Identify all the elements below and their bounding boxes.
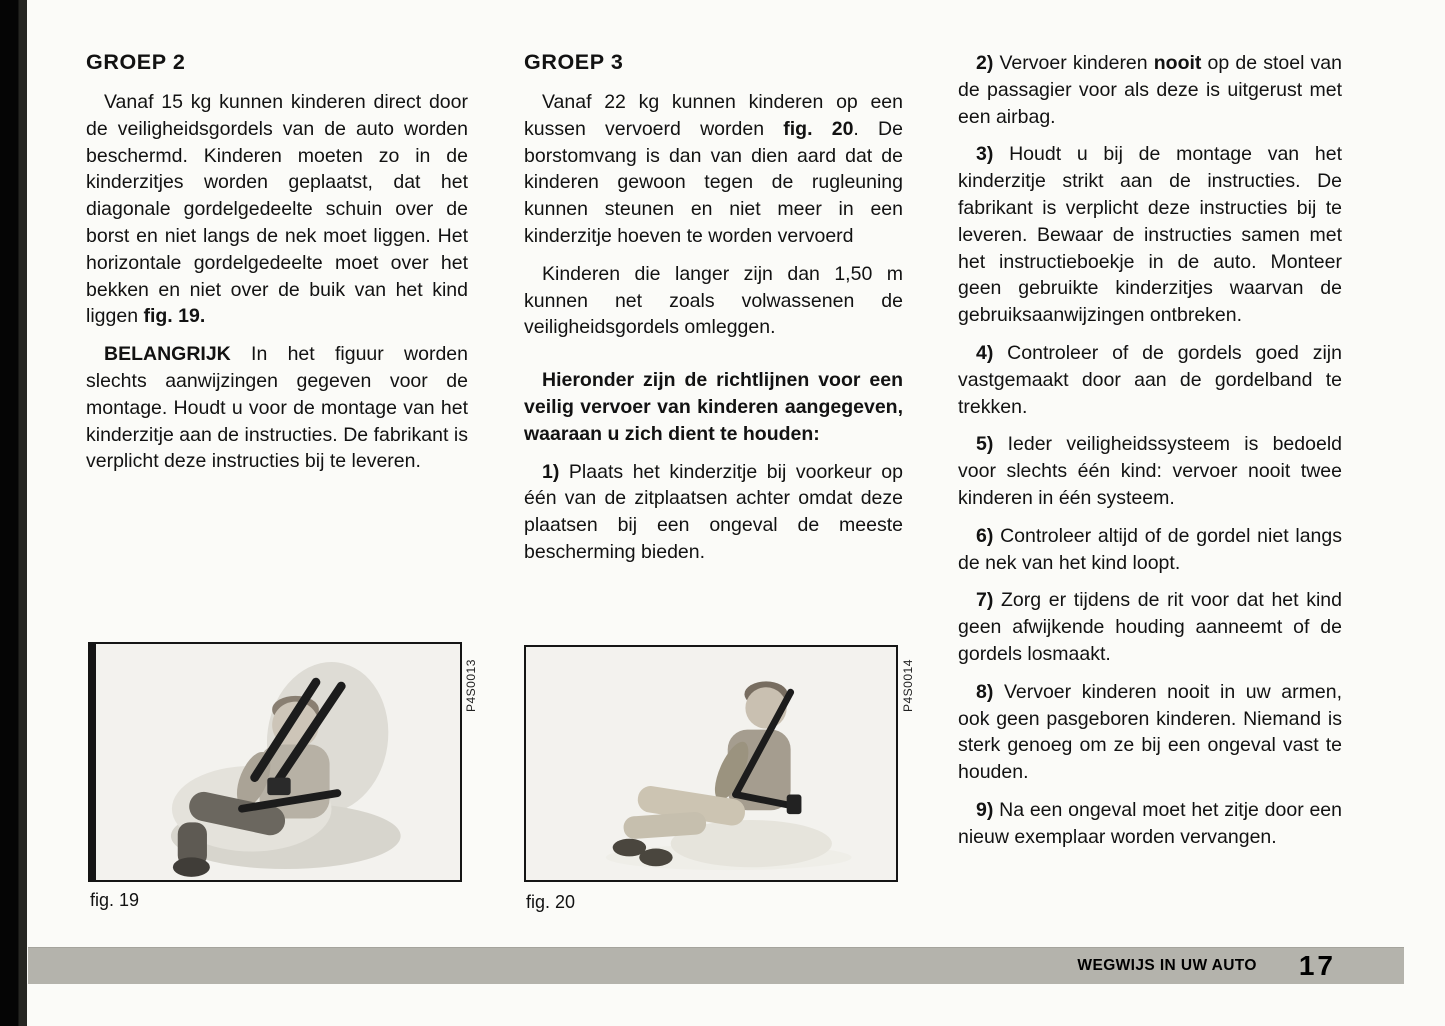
- figure-19: [88, 642, 462, 882]
- paragraph-text: Vanaf 15 kg kunnen kinderen direct door de veiligheidsgordels van de auto worden beschermd. Kinderen moeten zo in de kinderzitjes worden geplaatst, dat het diagonale gordelgedeelte schuin over de borst en niet langs de nek moet liggen. Het horizontale gordelgedeelte moet over het bekken en niet over de buik van het kind liggen: [86, 91, 468, 328]
- figure-20-code: P4S0014: [901, 659, 915, 712]
- figure-20-caption: fig. 20: [526, 892, 576, 912]
- item-text: op de stoel van de passagier voor als deze is uitgerust met een airbag.: [958, 52, 1342, 128]
- paragraph-groep2-intro: [86, 89, 468, 330]
- item-number: 5): [976, 433, 994, 456]
- figure-reference: fig. 19.: [143, 305, 206, 328]
- item-bold-word: nooit: [1153, 52, 1202, 74]
- paragraph-richtlijnen-intro: Hieronder zijn de richtlijnen voor een veilig vervoer van kinderen aangegeven, waaraan u zich dient te houden:: [524, 369, 903, 445]
- paragraph-text: Vanaf 22 kg kunnen kinderen op een kussen vervoerd worden: [524, 91, 903, 140]
- page-number: 17: [1298, 950, 1336, 981]
- child-seat-photo: [96, 644, 460, 880]
- item-number: 9): [976, 798, 994, 821]
- footer-bar: [28, 947, 1404, 984]
- item-text: Na een ongeval moet het zitje door een nieuw exemplaar worden vervangen.: [958, 798, 1342, 848]
- column-groep-2: [86, 50, 468, 486]
- numbered-item-8: [958, 679, 1342, 786]
- item-text: Controleer of de gordels goed zijn vastgemaakt door aan de gordelband te trekken.: [958, 341, 1342, 418]
- item-text: Vervoer kinderen nooit in uw armen, ook geen pasgeboren kinderen. Niemand is sterk genoeg om ze bij een ongeval vast te houden.: [958, 680, 1342, 784]
- item-number: 7): [976, 589, 994, 612]
- column-richtlijnen: [958, 50, 1342, 862]
- figure-19-caption: fig. 19: [90, 890, 140, 910]
- item-number: 1): [542, 460, 560, 483]
- item-text: Plaats het kinderzitje bij voorkeur op één van de zitplaatsen achter omdat deze plaatsen bij een ongeval de meeste bescherming bieden.: [524, 460, 903, 563]
- paragraph-text: . De borstomvang is dan van dien aard dat de kinderen gewoon tegen de rugleuning kunnen steunen en niet meer in een kinderzitje hoeven te worden vervoerd: [524, 117, 903, 247]
- figure-reference: fig. 20: [783, 117, 854, 140]
- numbered-item-5: [958, 431, 1342, 511]
- belangrijk-label: BELANGRIJK: [104, 343, 231, 366]
- section-heading-groep-3: GROEP 3: [524, 50, 624, 74]
- section-heading-groep-2: GROEP 2: [86, 50, 186, 74]
- paragraph-groep3-intro: [524, 89, 903, 250]
- numbered-item-6: [958, 523, 1342, 577]
- item-text: Zorg er tijdens de rit voor dat het kind geen afwijkende houding aanneemt of de gordels losmaakt.: [958, 589, 1342, 665]
- footer-title: WEGWIJS IN UW AUTO: [1077, 957, 1257, 974]
- paragraph-lengte: Kinderen die langer zijn dan 1,50 m kunnen net zoals volwassenen de veiligheidsgordels omleggen.: [524, 262, 903, 339]
- numbered-item-7: [958, 587, 1342, 667]
- item-text: Vervoer kinderen: [993, 52, 1154, 74]
- item-text: Houdt u bij de montage van het kinderzitje strikt aan de instructies. De fabrikant is verplicht deze instructies bij te leveren. Bewaar de instructies samen met het instructieboekje in de auto. Monteer geen gebruikte kinderzitjes waarvan de gebruiksaanwijzingen ontbreken.: [958, 143, 1342, 327]
- booster-seat-photo: [526, 647, 896, 880]
- item-number: 8): [976, 680, 994, 703]
- item-text: Ieder veiligheidssysteem is bedoeld voor slechts één kind: vervoer nooit twee kinderen in één systeem.: [958, 433, 1342, 509]
- item-number: 3): [976, 143, 994, 166]
- numbered-item-1: [524, 459, 903, 566]
- numbered-item-9: [958, 797, 1342, 851]
- figure-20: [524, 645, 898, 882]
- scan-left-border: [0, 0, 27, 1026]
- item-text: Controleer altijd of de gordel niet langs de nek van het kind loopt.: [958, 524, 1342, 574]
- numbered-item-2: [958, 50, 1342, 130]
- figure-19-code: P4S0013: [464, 659, 478, 712]
- column-groep-3: [524, 50, 903, 577]
- paragraph-belangrijk: [86, 341, 468, 475]
- numbered-item-3: [958, 141, 1342, 329]
- item-number: 2): [976, 52, 994, 74]
- paragraph-text: In het figuur worden slechts aanwijzingen gegeven voor de montage. Houdt u voor de montage van het kinderzitje aan de instructies. De fabrikant is verplicht deze instructies bij te leveren.: [86, 343, 468, 473]
- item-number: 4): [976, 341, 994, 364]
- numbered-item-4: [958, 340, 1342, 420]
- item-number: 6): [976, 524, 994, 547]
